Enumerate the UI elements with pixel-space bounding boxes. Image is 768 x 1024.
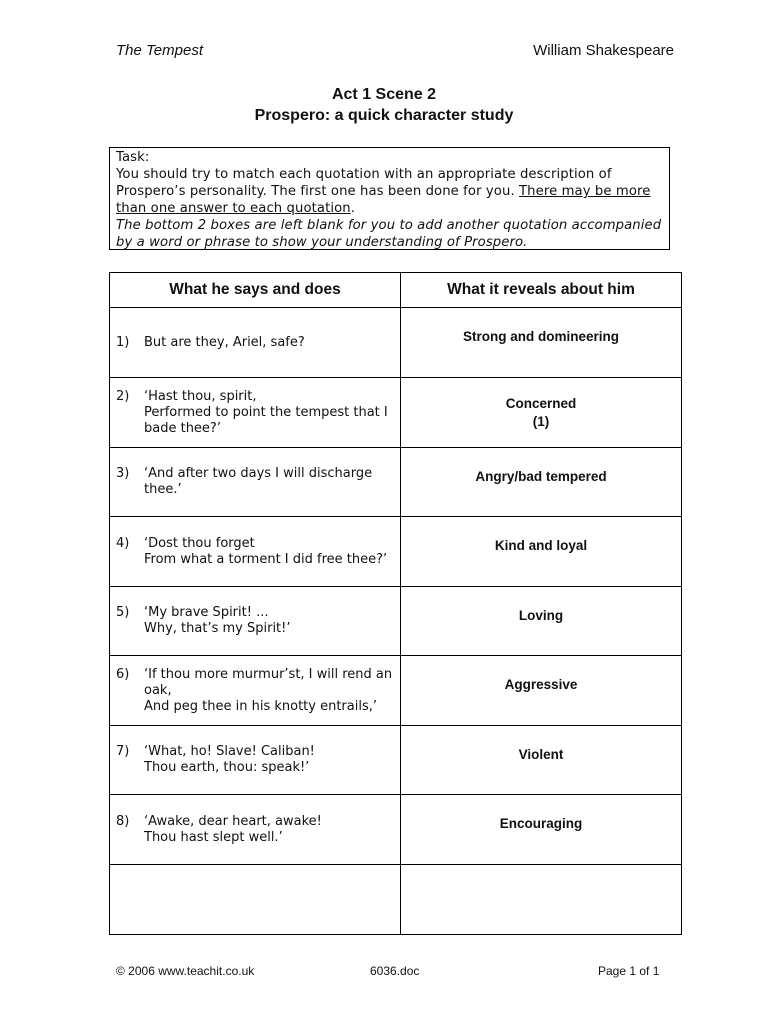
description-cell[interactable] — [401, 448, 682, 517]
description-cell[interactable] — [401, 378, 682, 448]
page-title: Act 1 Scene 2 — [331, 86, 437, 103]
table-row — [110, 448, 682, 517]
description-cell[interactable] — [401, 795, 682, 865]
column-header-says: What he says and does — [110, 273, 401, 308]
header-author: William Shakespeare — [533, 42, 674, 59]
description-text: Loving — [518, 608, 564, 623]
quote-text: ‘Hast thou, spirit, Performed to point the tempest that I bade thee?’ — [144, 388, 388, 436]
description-text: Kind and loyal — [494, 538, 588, 553]
task-text-end: . — [350, 201, 356, 216]
blank-quote-cell[interactable] — [110, 865, 401, 935]
quote-text: ‘Dost thou forget From what a torment I did free thee?’ — [144, 535, 388, 567]
table-row — [110, 378, 682, 448]
column-header-reveals: What it reveals about him — [401, 273, 682, 308]
description-text: Strong and domineering — [462, 329, 619, 344]
description-text: Concerned (1) — [505, 395, 577, 429]
row-number: 4) — [116, 535, 130, 551]
description-text: Violent — [518, 747, 564, 762]
quote-text: ‘If thou more murmur’st, I will rend an oak, And peg thee in his knotty entrails,’ — [144, 666, 393, 714]
row-number: 5) — [116, 605, 130, 620]
description-cell[interactable] — [401, 726, 682, 795]
table-row — [110, 587, 682, 656]
table-row — [110, 308, 682, 378]
table-header-row — [110, 273, 682, 308]
task-underlined-text: There may be more than one answer to each quotation — [116, 184, 651, 216]
description-text: Angry/bad tempered — [475, 469, 607, 484]
row-number: 7) — [116, 744, 130, 759]
task-italic-note: The bottom 2 boxes are left blank for you to add another quotation accompanied by a word or phrase to show your understanding of Prospero. — [116, 218, 662, 250]
page-subtitle: Prospero: a quick character study — [254, 107, 514, 124]
description-text: Encouraging — [499, 816, 583, 831]
row-number: 3) — [116, 466, 130, 481]
footer-copyright: © 2006 www.teachit.co.uk — [116, 964, 255, 978]
row-number: 8) — [116, 813, 130, 829]
quote-cell[interactable] — [110, 656, 401, 726]
description-cell[interactable] — [401, 656, 682, 726]
quote-cell[interactable] — [110, 378, 401, 448]
quote-text: But are they, Ariel, safe? — [144, 334, 305, 350]
quote-text: ‘And after two days I will discharge thee.’ — [144, 466, 373, 497]
row-number: 2) — [116, 388, 130, 404]
quote-cell[interactable] — [110, 726, 401, 795]
character-study-table — [109, 272, 682, 935]
description-text: Aggressive — [504, 677, 578, 692]
quote-text: ‘My brave Spirit! ... Why, that’s my Spirit!’ — [144, 605, 291, 636]
description-cell[interactable] — [401, 517, 682, 587]
table-row — [110, 795, 682, 865]
blank-description-cell[interactable] — [401, 865, 682, 935]
description-cell[interactable] — [401, 587, 682, 656]
quote-cell[interactable] — [110, 587, 401, 656]
header-title: The Tempest — [116, 42, 203, 59]
quote-text: ‘Awake, dear heart, awake! Thou hast slept well.’ — [144, 813, 322, 845]
quote-cell[interactable] — [110, 517, 401, 587]
quote-cell[interactable] — [110, 448, 401, 517]
task-instructions — [116, 166, 663, 217]
quote-cell[interactable] — [110, 308, 401, 378]
table-row — [110, 726, 682, 795]
table-row — [110, 656, 682, 726]
footer-page-number: Page 1 of 1 — [598, 964, 660, 978]
table-row — [110, 517, 682, 587]
description-cell[interactable] — [401, 308, 682, 378]
task-text: You should try to match each quotation with an appropriate description of Prospero’s personality. The first one has been done for you. — [116, 167, 612, 199]
row-number: 1) — [116, 334, 130, 350]
quote-cell[interactable] — [110, 795, 401, 865]
table-row-blank — [110, 865, 682, 935]
footer-filename: 6036.doc — [370, 964, 420, 978]
task-label: Task: — [116, 150, 150, 165]
row-number: 6) — [116, 666, 130, 682]
task-box — [109, 147, 670, 250]
quote-text: ‘What, ho! Slave! Caliban! Thou earth, thou: speak!’ — [144, 744, 315, 775]
